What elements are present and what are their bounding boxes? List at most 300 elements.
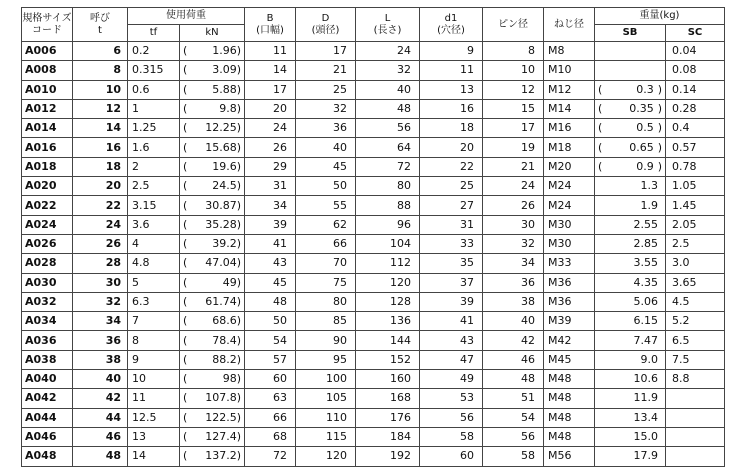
sb-value: 17.9 [633,449,658,463]
pin-cell: 17 [483,119,544,138]
l-header-sub: (長さ) [373,24,402,36]
bolt-cell: M48 [544,370,595,389]
l-cell: 120 [356,273,420,292]
d1-cell: 56 [420,408,483,427]
yobi-cell: 20 [73,177,128,196]
sc-cell: 0.04 [666,42,725,61]
pin-header: ピン径 [483,8,544,42]
tf-cell: 0.315 [128,61,180,80]
table-row [22,196,725,215]
code-cell: A014 [22,119,73,138]
kn-cell: ( 15.68 ) [180,138,245,157]
kn-value: 30.87 [205,198,237,212]
bolt-cell: M48 [544,427,595,446]
code-header-top: 規格サイズ [22,12,72,24]
sc-cell: 6.5 [666,331,725,350]
l-cell: 80 [356,177,420,196]
pin-cell: 24 [483,177,544,196]
d1-cell: 11 [420,61,483,80]
d1-cell: 18 [420,119,483,138]
b-cell: 14 [245,61,296,80]
d1-cell: 49 [420,370,483,389]
l-cell: 96 [356,215,420,234]
kn-cell: ( 88.2 ) [180,350,245,369]
kn-value: 98 [222,372,237,386]
yobi-header-top: 呼び [90,12,110,24]
sb-cell [595,331,666,350]
sb-cell: ( 0.5 ) [595,119,666,138]
tf-cell: 6.3 [128,292,180,311]
kn-cell: ( 35.28 ) [180,215,245,234]
tf-cell: 3.15 [128,196,180,215]
kn-cell: ( 107.8 ) [180,389,245,408]
b-cell: 45 [245,273,296,292]
kn-value: 9.8 [219,102,237,116]
yobi-header [73,8,128,42]
kn-value: 1.96 [212,44,237,58]
load-header: 使用荷重 [128,8,245,25]
table-row [22,234,725,253]
tf-cell: 9 [128,350,180,369]
d1-cell: 47 [420,350,483,369]
sb-value: 0.3 [636,82,654,96]
code-header [22,8,73,42]
pin-cell: 40 [483,312,544,331]
sc-cell: 5.2 [666,312,725,331]
pin-cell: 51 [483,389,544,408]
pin-cell: 15 [483,99,544,118]
kn-value: 122.5 [205,410,237,424]
pin-cell: 34 [483,254,544,273]
l-cell: 24 [356,42,420,61]
code-cell: A008 [22,61,73,80]
kn-cell: ( 49 ) [180,273,245,292]
l-cell: 168 [356,389,420,408]
b-cell: 20 [245,99,296,118]
yobi-cell: 38 [73,350,128,369]
sb-cell [595,42,666,61]
b-cell: 68 [245,427,296,446]
d1-cell: 37 [420,273,483,292]
table-row [22,119,725,138]
d-cell: 115 [296,427,356,446]
sb-value: 9.0 [640,352,658,366]
code-cell: A018 [22,157,73,176]
sb-value: 0.5 [636,121,654,135]
b-cell: 63 [245,389,296,408]
d-cell: 75 [296,273,356,292]
sb-cell [595,177,666,196]
d1-header [420,8,483,42]
yobi-cell: 48 [73,447,128,466]
table-row [22,273,725,292]
kn-value: 12.25 [205,121,237,135]
yobi-cell: 36 [73,331,128,350]
d-header-label: D [321,12,330,24]
yobi-cell: 8 [73,61,128,80]
code-cell: A038 [22,350,73,369]
table-row [22,331,725,350]
d-cell: 25 [296,80,356,99]
bolt-cell: M48 [544,389,595,408]
sc-cell: 7.5 [666,350,725,369]
code-header-bottom: コード [32,24,62,36]
kn-cell: ( 68.6 ) [180,312,245,331]
sc-header: SC [666,25,725,42]
b-header-label: B [266,12,274,24]
table-row [22,350,725,369]
sc-cell: 2.5 [666,234,725,253]
pin-cell: 54 [483,408,544,427]
l-cell: 32 [356,61,420,80]
kn-cell: ( 24.5 ) [180,177,245,196]
kn-cell: ( 3.09 ) [180,61,245,80]
b-cell: 31 [245,177,296,196]
pin-cell: 46 [483,350,544,369]
sb-value: 2.55 [633,217,658,231]
table-row [22,99,725,118]
tf-cell: 11 [128,389,180,408]
kn-value: 127.4 [205,430,237,444]
bolt-cell: M36 [544,273,595,292]
code-cell: A012 [22,99,73,118]
code-cell: A026 [22,234,73,253]
sb-value: 2.85 [633,237,658,251]
sb-value: 6.15 [633,314,658,328]
kn-value: 39.2 [212,237,237,251]
d-cell: 110 [296,408,356,427]
d-cell: 62 [296,215,356,234]
tf-header: tf [128,25,180,42]
d1-cell: 22 [420,157,483,176]
bolt-cell: M30 [544,234,595,253]
l-cell: 128 [356,292,420,311]
d-cell: 21 [296,61,356,80]
pin-cell: 8 [483,42,544,61]
bolt-cell: M48 [544,408,595,427]
sb-cell [595,273,666,292]
b-header [245,8,296,42]
d1-cell: 41 [420,312,483,331]
yobi-header-bottom: t [98,24,102,36]
bolt-cell: M45 [544,350,595,369]
bolt-cell: M39 [544,312,595,331]
sb-cell [595,215,666,234]
tf-cell: 8 [128,331,180,350]
b-cell: 29 [245,157,296,176]
b-cell: 24 [245,119,296,138]
d1-cell: 25 [420,177,483,196]
table-row [22,370,725,389]
table-header [22,8,725,42]
bolt-cell: M18 [544,138,595,157]
d-cell: 36 [296,119,356,138]
table-row [22,80,725,99]
sb-value: 0.35 [629,102,654,116]
tf-cell: 3.6 [128,215,180,234]
sc-cell: 0.08 [666,61,725,80]
pin-cell: 30 [483,215,544,234]
yobi-cell: 30 [73,273,128,292]
sb-cell [595,312,666,331]
l-cell: 192 [356,447,420,466]
sc-cell [666,408,725,427]
code-cell: A028 [22,254,73,273]
d1-cell: 20 [420,138,483,157]
sb-value: 10.6 [633,372,658,386]
b-cell: 60 [245,370,296,389]
sc-cell: 1.45 [666,196,725,215]
sc-cell: 3.0 [666,254,725,273]
kn-value: 61.74 [205,295,237,308]
bolt-cell: M36 [544,292,595,311]
b-cell: 26 [245,138,296,157]
kn-value: 19.6 [212,159,237,173]
code-cell: A010 [22,80,73,99]
pin-cell: 32 [483,234,544,253]
yobi-cell: 46 [73,427,128,446]
d-cell: 80 [296,292,356,311]
sb-cell [595,408,666,427]
tf-cell: 1.25 [128,119,180,138]
kn-value: 107.8 [205,391,237,405]
sb-cell [595,254,666,273]
l-cell: 64 [356,138,420,157]
kn-cell: ( 5.88 ) [180,80,245,99]
bolt-cell: M24 [544,196,595,215]
l-cell: 144 [356,331,420,350]
d1-cell: 53 [420,389,483,408]
kn-value: 88.2 [212,352,237,366]
bolt-cell: M20 [544,157,595,176]
bolt-cell: M56 [544,447,595,466]
table-row [22,254,725,273]
l-cell: 160 [356,370,420,389]
d1-cell: 60 [420,447,483,466]
yobi-cell: 16 [73,138,128,157]
sb-cell [595,350,666,369]
d-cell: 95 [296,350,356,369]
d-cell: 120 [296,447,356,466]
pin-cell: 58 [483,447,544,466]
sb-cell: ( 0.3 ) [595,80,666,99]
sc-cell: 2.05 [666,215,725,234]
sb-cell: ( 0.9 ) [595,157,666,176]
d-cell: 90 [296,331,356,350]
yobi-cell: 24 [73,215,128,234]
d1-cell: 33 [420,234,483,253]
sb-value: 1.9 [640,198,658,212]
bolt-cell: M30 [544,215,595,234]
tf-cell: 10 [128,370,180,389]
weight-header: 重量(kg) [595,8,725,25]
code-cell: A020 [22,177,73,196]
code-cell: A042 [22,389,73,408]
tf-cell: 0.2 [128,42,180,61]
code-cell: A044 [22,408,73,427]
pin-cell: 10 [483,61,544,80]
b-cell: 66 [245,408,296,427]
code-cell: A030 [22,273,73,292]
kn-cell: ( 78.4 ) [180,331,245,350]
bolt-cell: M24 [544,177,595,196]
pin-cell: 19 [483,138,544,157]
tf-cell: 1 [128,99,180,118]
tf-cell: 4.8 [128,254,180,273]
yobi-cell: 40 [73,370,128,389]
code-cell: A048 [22,447,73,466]
kn-cell: ( 9.8 ) [180,99,245,118]
d1-cell: 39 [420,292,483,311]
l-cell: 176 [356,408,420,427]
sc-cell: 8.8 [666,370,725,389]
spec-table [21,7,725,467]
d-header [296,8,356,42]
kn-cell: ( 127.4 ) [180,427,245,446]
code-cell: A036 [22,331,73,350]
l-cell: 136 [356,312,420,331]
kn-value: 35.28 [205,217,237,231]
kn-value: 3.09 [212,63,237,77]
sc-cell [666,427,725,446]
kn-value: 47.04 [205,256,237,270]
d1-cell: 58 [420,427,483,446]
l-cell: 112 [356,254,420,273]
b-cell: 39 [245,215,296,234]
l-header [356,8,420,42]
table-row [22,61,725,80]
kn-cell: ( 30.87 ) [180,196,245,215]
sb-cell [595,292,666,311]
pin-cell: 12 [483,80,544,99]
bolt-cell: M14 [544,99,595,118]
d-cell: 85 [296,312,356,331]
sc-cell: 0.4 [666,119,725,138]
code-cell: A006 [22,42,73,61]
sc-cell: 0.14 [666,80,725,99]
sb-cell [595,196,666,215]
sb-value: 5.06 [633,295,658,308]
table-row [22,312,725,331]
b-cell: 72 [245,447,296,466]
tf-cell: 2.5 [128,177,180,196]
pin-cell: 36 [483,273,544,292]
sb-value: 4.35 [633,275,658,289]
kn-cell: ( 98 ) [180,370,245,389]
pin-cell: 42 [483,331,544,350]
l-cell: 48 [356,99,420,118]
d1-cell: 13 [420,80,483,99]
b-cell: 54 [245,331,296,350]
bolt-cell: M42 [544,331,595,350]
tf-cell: 12.5 [128,408,180,427]
table-row [22,138,725,157]
spec-table-container [21,7,725,467]
bolt-cell: M12 [544,80,595,99]
yobi-cell: 10 [73,80,128,99]
d-cell: 45 [296,157,356,176]
tf-cell: 14 [128,447,180,466]
sb-value: 15.0 [633,430,658,444]
sc-cell: 4.5 [666,292,725,311]
d1-header-label: d1 [444,12,458,24]
table-row [22,427,725,446]
kn-header: kN [180,25,245,42]
l-cell: 104 [356,234,420,253]
code-cell: A046 [22,427,73,446]
tf-cell: 0.6 [128,80,180,99]
l-cell: 40 [356,80,420,99]
d1-cell: 9 [420,42,483,61]
l-cell: 184 [356,427,420,446]
tf-cell: 2 [128,157,180,176]
tf-cell: 1.6 [128,138,180,157]
d-cell: 66 [296,234,356,253]
code-cell: A034 [22,312,73,331]
kn-value: 15.68 [205,140,237,154]
tf-cell: 13 [128,427,180,446]
sb-value: 0.65 [629,140,654,154]
kn-value: 49 [222,275,237,289]
kn-value: 68.6 [212,314,237,328]
d-cell: 32 [296,99,356,118]
bolt-cell: M8 [544,42,595,61]
pin-cell: 56 [483,427,544,446]
b-cell: 50 [245,312,296,331]
yobi-cell: 26 [73,234,128,253]
kn-value: 24.5 [212,179,237,193]
tf-cell: 4 [128,234,180,253]
d-cell: 100 [296,370,356,389]
sc-cell: 0.78 [666,157,725,176]
d-cell: 40 [296,138,356,157]
yobi-cell: 44 [73,408,128,427]
table-row [22,177,725,196]
kn-cell: ( 61.74 ) [180,292,245,311]
bolt-header: ねじ径 [544,8,595,42]
d-cell: 17 [296,42,356,61]
l-cell: 56 [356,119,420,138]
kn-cell: ( 12.25 ) [180,119,245,138]
bolt-cell: M33 [544,254,595,273]
tf-cell: 5 [128,273,180,292]
d-cell: 55 [296,196,356,215]
tf-cell: 7 [128,312,180,331]
kn-cell: ( 122.5 ) [180,408,245,427]
yobi-cell: 6 [73,42,128,61]
table-row [22,292,725,311]
code-cell: A040 [22,370,73,389]
pin-cell: 48 [483,370,544,389]
d-header-sub: (頭径) [311,24,340,36]
sb-value: 1.3 [640,179,658,193]
l-cell: 88 [356,196,420,215]
kn-value: 78.4 [212,333,237,347]
yobi-cell: 32 [73,292,128,311]
bolt-cell: M10 [544,61,595,80]
sb-cell [595,389,666,408]
sc-cell: 0.28 [666,99,725,118]
sb-value: 11.9 [633,391,658,405]
l-header-label: L [384,12,391,24]
table-row [22,42,725,61]
b-cell: 41 [245,234,296,253]
l-cell: 152 [356,350,420,369]
sc-cell: 1.05 [666,177,725,196]
table-row [22,157,725,176]
kn-value: 137.2 [205,449,237,463]
sb-cell: ( 0.65 ) [595,138,666,157]
